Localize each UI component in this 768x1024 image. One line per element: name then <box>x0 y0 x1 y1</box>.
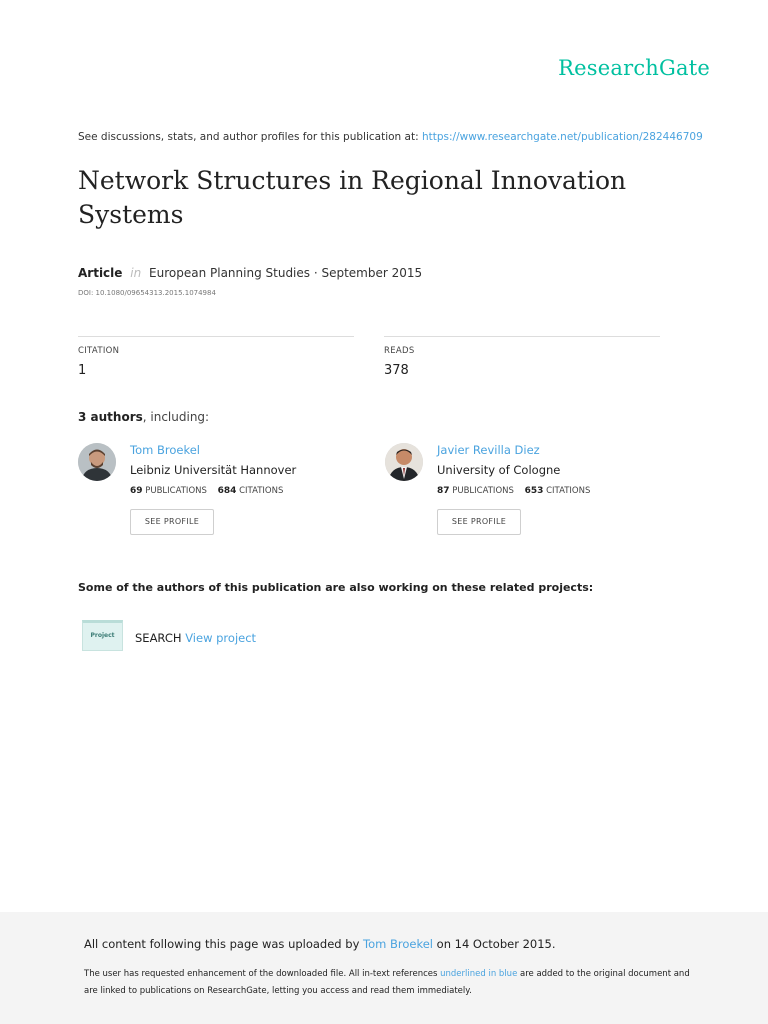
in-word: in <box>130 266 142 280</box>
project-name: SEARCH <box>135 631 182 645</box>
discussion-text: See discussions, stats, and author profiles for this publication at: <box>78 131 419 143</box>
see-profile-button[interactable]: SEE PROFILE <box>437 509 521 535</box>
publication-meta <box>78 266 422 280</box>
author-name-link[interactable]: Javier Revilla Diez <box>437 443 540 457</box>
author-photo-icon <box>385 443 423 481</box>
publication-title: Network Structures in Regional Innovation Systems <box>78 166 627 229</box>
author-institution: Leibniz Universität Hannover <box>130 463 297 477</box>
citation-stat <box>78 336 354 378</box>
citations-label: CITATIONS <box>546 486 591 496</box>
authors-count: 3 authors <box>78 410 143 424</box>
publication-venue: European Planning Studies · September 2015 <box>149 266 423 280</box>
enhancement-note <box>84 966 694 1000</box>
publication-type: Article <box>78 266 123 280</box>
publication-doi: DOI: 10.1080/09654313.2015.1074984 <box>78 289 216 297</box>
project-item <box>135 631 256 645</box>
researchgate-logo[interactable]: ResearchGate <box>558 56 710 80</box>
upload-line <box>84 937 556 951</box>
publications-count: 87 <box>437 486 450 496</box>
publications-count: 69 <box>130 486 143 496</box>
see-profile-button[interactable]: SEE PROFILE <box>130 509 214 535</box>
author-photo-icon <box>78 443 116 481</box>
reads-stat <box>384 336 660 378</box>
author-counts <box>437 486 590 496</box>
publication-url-link[interactable]: https://www.researchgate.net/publication/282446709 <box>421 131 703 143</box>
view-project-link[interactable]: View project <box>185 631 257 645</box>
authors-suffix: , including: <box>142 410 210 424</box>
author-institution: University of Cologne <box>437 463 561 477</box>
citations-label: CITATIONS <box>239 486 284 496</box>
author-counts <box>130 486 283 496</box>
upload-suffix: on 14 October 2015. <box>436 937 556 951</box>
authors-heading <box>78 410 209 424</box>
citation-label: CITATION <box>78 346 120 356</box>
project-folder-icon[interactable]: Project <box>82 620 123 651</box>
underlined-link[interactable]: underlined in blue <box>440 969 518 979</box>
publications-label: PUBLICATIONS <box>452 486 514 496</box>
avatar[interactable] <box>78 443 116 481</box>
reads-label: READS <box>384 346 415 356</box>
citation-value: 1 <box>78 363 87 378</box>
note-suffix: are added to the original document and are linked to publications on ResearchGate, letting you access and read them immediately. <box>84 969 690 996</box>
citations-count: 653 <box>524 486 544 496</box>
upload-prefix: All content following this page was uploaded by <box>84 937 360 951</box>
citations-count: 684 <box>217 486 237 496</box>
publications-label: PUBLICATIONS <box>145 486 207 496</box>
discussion-line <box>78 131 718 143</box>
note-prefix: The user has requested enhancement of the downloaded file. All in-text references <box>84 969 438 979</box>
uploader-link[interactable]: Tom Broekel <box>363 937 433 951</box>
related-projects-heading: Some of the authors of this publication are also working on these related projects: <box>78 581 594 594</box>
avatar[interactable] <box>385 443 423 481</box>
footer <box>0 912 768 1024</box>
author-card <box>385 440 665 540</box>
author-card <box>78 440 358 540</box>
author-name-link[interactable]: Tom Broekel <box>130 443 200 457</box>
reads-value: 378 <box>384 363 409 378</box>
